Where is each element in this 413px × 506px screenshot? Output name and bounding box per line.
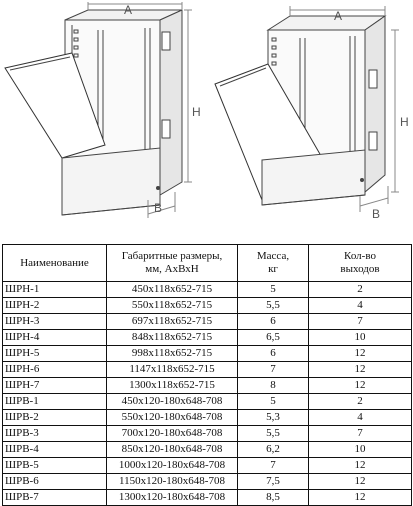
header-mass [238, 245, 309, 282]
specifications-table [2, 244, 412, 506]
table-header-row [3, 245, 412, 282]
header-name [3, 245, 107, 282]
table-row [3, 490, 412, 506]
cell-size: 1000х120-180х648-708 [107, 458, 238, 474]
cell-name: ШРВ-7 [3, 490, 107, 506]
cell-mass: 6,2 [238, 442, 309, 458]
cell-name: ШРН-6 [3, 362, 107, 378]
cell-outlets: 10 [309, 330, 412, 346]
header-outlets [309, 245, 412, 282]
cell-mass: 8,5 [238, 490, 309, 506]
cell-name: ШРН-3 [3, 314, 107, 330]
cell-name: ШРН-2 [3, 298, 107, 314]
cell-size: 450х118х652-715 [107, 282, 238, 298]
cell-mass: 7 [238, 362, 309, 378]
cell-outlets: 12 [309, 490, 412, 506]
cell-outlets: 2 [309, 394, 412, 410]
cell-size: 550х118х652-715 [107, 298, 238, 314]
cell-mass: 5,3 [238, 410, 309, 426]
left-dim-a-label: A [124, 3, 133, 17]
cabinet-drawings [0, 0, 413, 244]
left-dim-b-label: B [154, 201, 163, 215]
table-row [3, 378, 412, 394]
cell-mass: 8 [238, 378, 309, 394]
cell-mass: 7,5 [238, 474, 309, 490]
cell-size: 697х118х652-715 [107, 314, 238, 330]
header-mass-line2: кг [268, 263, 278, 275]
cell-name: ШРВ-4 [3, 442, 107, 458]
cabinet-drawings-svg [0, 0, 413, 244]
cell-outlets: 12 [309, 362, 412, 378]
cell-outlets: 7 [309, 426, 412, 442]
header-size [107, 245, 238, 282]
cell-outlets: 12 [309, 474, 412, 490]
left-dim-h-label: H [192, 105, 201, 119]
right-dim-b-label: B [372, 207, 381, 221]
cell-name: ШРН-1 [3, 282, 107, 298]
cell-outlets: 7 [309, 314, 412, 330]
table-row [3, 330, 412, 346]
cell-size: 550х120-180х648-708 [107, 410, 238, 426]
cell-name: ШРВ-2 [3, 410, 107, 426]
cell-size: 700х120-180х648-708 [107, 426, 238, 442]
cell-name: ШРВ-3 [3, 426, 107, 442]
header-size-line2: мм, АхВхН [145, 263, 199, 275]
table-row [3, 346, 412, 362]
cell-mass: 5,5 [238, 426, 309, 442]
table-row [3, 298, 412, 314]
cell-name: ШРВ-6 [3, 474, 107, 490]
cell-size: 850х120-180х648-708 [107, 442, 238, 458]
cell-size: 1300х120-180х648-708 [107, 490, 238, 506]
cell-mass: 6 [238, 346, 309, 362]
cell-size: 848х118х652-715 [107, 330, 238, 346]
cell-name: ШРВ-5 [3, 458, 107, 474]
table-row [3, 362, 412, 378]
cell-mass: 6,5 [238, 330, 309, 346]
right-cabinet-drawing [215, 6, 399, 212]
left-cabinet-drawing [5, 2, 192, 218]
cell-size: 1147х118х652-715 [107, 362, 238, 378]
table-row [3, 410, 412, 426]
cell-size: 998х118х652-715 [107, 346, 238, 362]
table-row [3, 314, 412, 330]
cell-outlets: 12 [309, 378, 412, 394]
table-row [3, 458, 412, 474]
header-name-text: Наименование [20, 256, 89, 269]
table-row [3, 474, 412, 490]
cell-name: ШРН-5 [3, 346, 107, 362]
cell-size: 450х120-180х648-708 [107, 394, 238, 410]
cell-mass: 5 [238, 394, 309, 410]
cell-outlets: 12 [309, 458, 412, 474]
table-body [3, 282, 412, 506]
cell-outlets: 12 [309, 346, 412, 362]
header-size-line1: Габаритные размеры, [121, 250, 223, 262]
cell-outlets: 10 [309, 442, 412, 458]
header-outlets-line1: Кол-во [344, 250, 376, 262]
cell-name: ШРН-7 [3, 378, 107, 394]
cell-size: 1150х120-180х648-708 [107, 474, 238, 490]
cell-name: ШРВ-1 [3, 394, 107, 410]
cell-mass: 5 [238, 282, 309, 298]
header-outlets-line2: выходов [340, 263, 380, 275]
cell-mass: 5,5 [238, 298, 309, 314]
right-dim-h-label: H [400, 115, 409, 129]
cell-mass: 6 [238, 314, 309, 330]
cell-outlets: 2 [309, 282, 412, 298]
right-dim-a-label: A [334, 9, 343, 23]
header-mass-line1: Масса, [256, 250, 290, 262]
table-row [3, 282, 412, 298]
cell-outlets: 4 [309, 298, 412, 314]
cell-name: ШРН-4 [3, 330, 107, 346]
cell-size: 1300х118х652-715 [107, 378, 238, 394]
table-row [3, 426, 412, 442]
table-row [3, 394, 412, 410]
cell-mass: 7 [238, 458, 309, 474]
cell-outlets: 4 [309, 410, 412, 426]
table-row [3, 442, 412, 458]
